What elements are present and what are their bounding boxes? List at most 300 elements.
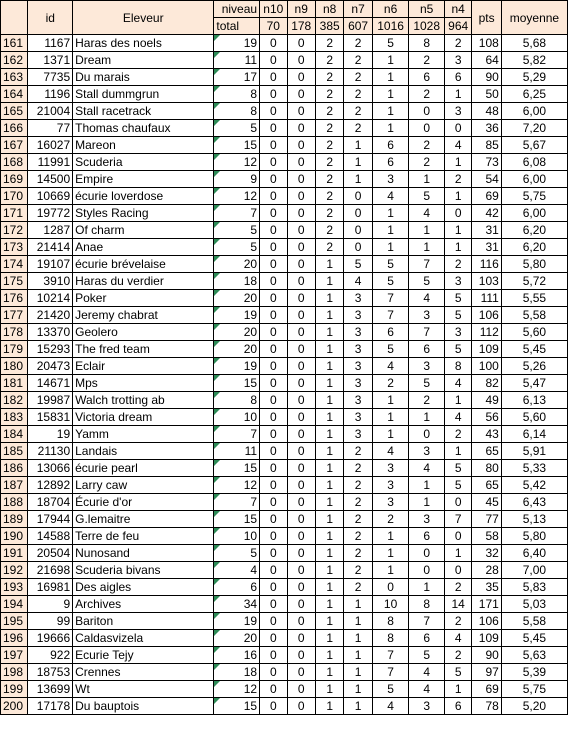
n7-cell[interactable]: 2 <box>344 511 372 528</box>
n10-cell[interactable]: 0 <box>260 239 287 256</box>
n5-cell[interactable]: 6 <box>409 341 445 358</box>
n6-header[interactable]: n6 <box>372 1 409 18</box>
n10-cell[interactable]: 0 <box>260 205 287 222</box>
niveau-cell[interactable]: 19 <box>214 307 260 324</box>
n10-cell[interactable]: 0 <box>260 579 287 596</box>
n7-cell[interactable]: 1 <box>344 647 372 664</box>
row-number-cell[interactable]: 173 <box>1 239 28 256</box>
id-cell[interactable]: 9 <box>28 596 73 613</box>
n9-cell[interactable]: 0 <box>287 103 315 120</box>
n4-cell[interactable]: 5 <box>444 290 471 307</box>
n9-cell[interactable]: 0 <box>287 511 315 528</box>
n6-cell[interactable]: 4 <box>372 358 409 375</box>
n10-cell[interactable]: 0 <box>260 324 287 341</box>
n7-cell[interactable]: 3 <box>344 392 372 409</box>
pts-cell[interactable]: 171 <box>472 596 501 613</box>
id-cell[interactable]: 20504 <box>28 545 73 562</box>
row-number-cell[interactable]: 194 <box>1 596 28 613</box>
pts-cell[interactable]: 116 <box>472 256 501 273</box>
pts-cell[interactable]: 77 <box>472 511 501 528</box>
n10-cell[interactable]: 0 <box>260 477 287 494</box>
niveau-cell[interactable]: 12 <box>214 477 260 494</box>
n10-cell[interactable]: 0 <box>260 341 287 358</box>
n7-cell[interactable]: 5 <box>344 256 372 273</box>
row-number-cell[interactable]: 169 <box>1 171 28 188</box>
id-cell[interactable]: 922 <box>28 647 73 664</box>
niveau-cell[interactable]: 15 <box>214 698 260 715</box>
niveau-cell[interactable]: 8 <box>214 392 260 409</box>
row-number-cell[interactable]: 188 <box>1 494 28 511</box>
n5-cell[interactable]: 3 <box>409 307 445 324</box>
pts-cell[interactable]: 109 <box>472 341 501 358</box>
n7-cell[interactable]: 2 <box>344 52 372 69</box>
row-number-cell[interactable]: 192 <box>1 562 28 579</box>
n9-cell[interactable]: 0 <box>287 188 315 205</box>
n9-cell[interactable]: 0 <box>287 324 315 341</box>
n6-cell[interactable]: 1 <box>372 562 409 579</box>
id-cell[interactable]: 7735 <box>28 69 73 86</box>
id-cell[interactable]: 15293 <box>28 341 73 358</box>
niveau-cell[interactable]: 5 <box>214 545 260 562</box>
n5-cell[interactable]: 5 <box>409 375 445 392</box>
moyenne-cell[interactable]: 5,68 <box>501 35 567 52</box>
n8-cell[interactable]: 1 <box>315 409 343 426</box>
row-number-cell[interactable]: 179 <box>1 341 28 358</box>
eleveur-cell[interactable]: G.lemaitre <box>73 511 214 528</box>
n5-cell[interactable]: 1 <box>409 409 445 426</box>
id-cell[interactable]: 13699 <box>28 681 73 698</box>
n6-cell[interactable]: 1 <box>372 528 409 545</box>
niveau-cell[interactable]: 15 <box>214 511 260 528</box>
moyenne-cell[interactable]: 5,60 <box>501 324 567 341</box>
n8-cell[interactable]: 1 <box>315 664 343 681</box>
id-cell[interactable]: 19107 <box>28 256 73 273</box>
eleveur-cell[interactable]: Landais <box>73 443 214 460</box>
id-cell[interactable]: 21420 <box>28 307 73 324</box>
n8-cell[interactable]: 2 <box>315 171 343 188</box>
row-number-cell[interactable]: 168 <box>1 154 28 171</box>
row-number-cell[interactable]: 176 <box>1 290 28 307</box>
row-number-cell[interactable]: 163 <box>1 69 28 86</box>
n10-cell[interactable]: 0 <box>260 664 287 681</box>
moyenne-cell[interactable]: 5,72 <box>501 273 567 290</box>
n9-cell[interactable]: 0 <box>287 154 315 171</box>
n4-cell[interactable]: 1 <box>444 154 471 171</box>
n9-cell[interactable]: 0 <box>287 52 315 69</box>
id-cell[interactable]: 21414 <box>28 239 73 256</box>
n7-cell[interactable]: 1 <box>344 630 372 647</box>
pts-cell[interactable]: 97 <box>472 664 501 681</box>
n5-cell[interactable]: 8 <box>409 35 445 52</box>
row-number-cell[interactable]: 172 <box>1 222 28 239</box>
n4-cell[interactable]: 1 <box>444 188 471 205</box>
eleveur-cell[interactable]: Empire <box>73 171 214 188</box>
niveau-cell[interactable]: 4 <box>214 562 260 579</box>
n9-cell[interactable]: 0 <box>287 358 315 375</box>
pts-cell[interactable]: 112 <box>472 324 501 341</box>
niveau-cell[interactable]: 12 <box>214 188 260 205</box>
eleveur-cell[interactable]: Geolero <box>73 324 214 341</box>
moyenne-cell[interactable]: 6,00 <box>501 205 567 222</box>
moyenne-cell[interactable]: 5,67 <box>501 137 567 154</box>
moyenne-cell[interactable]: 6,00 <box>501 171 567 188</box>
n10-cell[interactable]: 0 <box>260 681 287 698</box>
id-cell[interactable]: 14671 <box>28 375 73 392</box>
n8-cell[interactable]: 1 <box>315 511 343 528</box>
eleveur-cell[interactable]: Écurie d'or <box>73 494 214 511</box>
n6-cell[interactable]: 6 <box>372 324 409 341</box>
niveau-cell[interactable]: 34 <box>214 596 260 613</box>
id-cell[interactable]: 20473 <box>28 358 73 375</box>
niveau-cell[interactable]: 19 <box>214 613 260 630</box>
pts-cell[interactable]: 45 <box>472 494 501 511</box>
n6-cell[interactable]: 1 <box>372 86 409 103</box>
n6-cell[interactable]: 8 <box>372 613 409 630</box>
n10-cell[interactable]: 0 <box>260 154 287 171</box>
n6-cell[interactable]: 5 <box>372 341 409 358</box>
eleveur-cell[interactable]: Victoria dream <box>73 409 214 426</box>
pts-cell[interactable]: 90 <box>472 69 501 86</box>
n9-cell[interactable]: 0 <box>287 273 315 290</box>
moyenne-header[interactable]: moyenne <box>501 1 567 35</box>
n7-cell[interactable]: 2 <box>344 35 372 52</box>
n9-cell[interactable]: 0 <box>287 222 315 239</box>
n6-cell[interactable]: 1 <box>372 239 409 256</box>
n7-cell[interactable]: 2 <box>344 103 372 120</box>
n6-cell[interactable]: 1 <box>372 222 409 239</box>
niveau-cell[interactable]: 15 <box>214 460 260 477</box>
eleveur-cell[interactable]: Archives <box>73 596 214 613</box>
n10-cell[interactable]: 0 <box>260 613 287 630</box>
n7-cell[interactable]: 1 <box>344 154 372 171</box>
n10-cell[interactable]: 0 <box>260 171 287 188</box>
n4-cell[interactable]: 3 <box>444 324 471 341</box>
n8-header[interactable]: n8 <box>315 1 343 18</box>
n7-cell[interactable]: 3 <box>344 409 372 426</box>
n9-cell[interactable]: 0 <box>287 562 315 579</box>
n4-cell[interactable]: 2 <box>444 613 471 630</box>
n9-cell[interactable]: 0 <box>287 86 315 103</box>
row-number-cell[interactable]: 193 <box>1 579 28 596</box>
moyenne-cell[interactable]: 6,20 <box>501 222 567 239</box>
id-cell[interactable]: 1287 <box>28 222 73 239</box>
row-number-cell[interactable]: 175 <box>1 273 28 290</box>
id-cell[interactable]: 19666 <box>28 630 73 647</box>
row-number-cell[interactable]: 186 <box>1 460 28 477</box>
moyenne-cell[interactable]: 5,13 <box>501 511 567 528</box>
n7-cell[interactable]: 1 <box>344 681 372 698</box>
n6-cell[interactable]: 1 <box>372 52 409 69</box>
pts-cell[interactable]: 109 <box>472 630 501 647</box>
moyenne-cell[interactable]: 5,42 <box>501 477 567 494</box>
n4-cell[interactable]: 0 <box>444 205 471 222</box>
n8-cell[interactable]: 2 <box>315 69 343 86</box>
n5-cell[interactable]: 4 <box>409 460 445 477</box>
n10-cell[interactable]: 0 <box>260 562 287 579</box>
n5-cell[interactable]: 5 <box>409 647 445 664</box>
eleveur-cell[interactable]: Des aigles <box>73 579 214 596</box>
n7-cell[interactable]: 1 <box>344 171 372 188</box>
pts-cell[interactable]: 31 <box>472 239 501 256</box>
n7-cell[interactable]: 3 <box>344 290 372 307</box>
n4-cell[interactable]: 2 <box>444 647 471 664</box>
n6-cell[interactable]: 5 <box>372 256 409 273</box>
moyenne-cell[interactable]: 5,80 <box>501 528 567 545</box>
n5-cell[interactable]: 7 <box>409 613 445 630</box>
n8-cell[interactable]: 2 <box>315 86 343 103</box>
n8-cell[interactable]: 2 <box>315 103 343 120</box>
eleveur-cell[interactable]: Dream <box>73 52 214 69</box>
n4-header[interactable]: n4 <box>444 1 471 18</box>
moyenne-cell[interactable]: 6,20 <box>501 239 567 256</box>
n7-cell[interactable]: 2 <box>344 528 372 545</box>
n7-cell[interactable]: 2 <box>344 460 372 477</box>
id-cell[interactable]: 21698 <box>28 562 73 579</box>
n5-cell[interactable]: 1 <box>409 494 445 511</box>
n10-cell[interactable]: 0 <box>260 596 287 613</box>
moyenne-cell[interactable]: 5,75 <box>501 188 567 205</box>
eleveur-cell[interactable]: Walch trotting ab <box>73 392 214 409</box>
row-number-cell[interactable]: 182 <box>1 392 28 409</box>
n4-cell[interactable]: 3 <box>444 103 471 120</box>
n8-cell[interactable]: 1 <box>315 613 343 630</box>
id-cell[interactable]: 3910 <box>28 273 73 290</box>
eleveur-cell[interactable]: écurie loverdose <box>73 188 214 205</box>
n8-cell[interactable]: 1 <box>315 562 343 579</box>
n5-cell[interactable]: 3 <box>409 358 445 375</box>
n9-cell[interactable]: 0 <box>287 375 315 392</box>
eleveur-cell[interactable]: Thomas chaufaux <box>73 120 214 137</box>
id-cell[interactable]: 14500 <box>28 171 73 188</box>
n10-cell[interactable]: 0 <box>260 273 287 290</box>
n7-cell[interactable]: 1 <box>344 613 372 630</box>
moyenne-cell[interactable]: 5,20 <box>501 698 567 715</box>
row-number-cell[interactable]: 165 <box>1 103 28 120</box>
eleveur-cell[interactable]: Terre de feu <box>73 528 214 545</box>
row-number-cell[interactable]: 166 <box>1 120 28 137</box>
n9-cell[interactable]: 0 <box>287 205 315 222</box>
moyenne-cell[interactable]: 5,63 <box>501 647 567 664</box>
row-number-cell[interactable]: 171 <box>1 205 28 222</box>
row-number-cell[interactable]: 180 <box>1 358 28 375</box>
niveau-cell[interactable]: 5 <box>214 222 260 239</box>
n5-cell[interactable]: 0 <box>409 545 445 562</box>
n10-cell[interactable]: 0 <box>260 103 287 120</box>
eleveur-cell[interactable]: Of charm <box>73 222 214 239</box>
n7-cell[interactable]: 2 <box>344 562 372 579</box>
n10-cell[interactable]: 0 <box>260 494 287 511</box>
eleveur-cell[interactable]: Mps <box>73 375 214 392</box>
moyenne-cell[interactable]: 6,14 <box>501 426 567 443</box>
eleveur-cell[interactable]: Stall dummgrun <box>73 86 214 103</box>
n5-cell[interactable]: 6 <box>409 528 445 545</box>
n4-cell[interactable]: 2 <box>444 256 471 273</box>
n4-cell[interactable]: 14 <box>444 596 471 613</box>
n5-cell[interactable]: 7 <box>409 324 445 341</box>
niveau-cell[interactable]: 5 <box>214 120 260 137</box>
pts-cell[interactable]: 49 <box>472 392 501 409</box>
n6-cell[interactable]: 2 <box>372 375 409 392</box>
row-number-cell[interactable]: 199 <box>1 681 28 698</box>
moyenne-cell[interactable]: 5,58 <box>501 613 567 630</box>
n9-cell[interactable]: 0 <box>287 528 315 545</box>
n10-cell[interactable]: 0 <box>260 35 287 52</box>
id-cell[interactable]: 19772 <box>28 205 73 222</box>
pts-cell[interactable]: 35 <box>472 579 501 596</box>
n7-cell[interactable]: 3 <box>344 341 372 358</box>
niveau-cell[interactable]: 5 <box>214 239 260 256</box>
n4-cell[interactable]: 0 <box>444 528 471 545</box>
pts-cell[interactable]: 43 <box>472 426 501 443</box>
n8-cell[interactable]: 1 <box>315 307 343 324</box>
n4-cell[interactable]: 1 <box>444 545 471 562</box>
row-number-cell[interactable]: 185 <box>1 443 28 460</box>
n6-cell[interactable]: 6 <box>372 137 409 154</box>
pts-cell[interactable]: 90 <box>472 647 501 664</box>
pts-cell[interactable]: 82 <box>472 375 501 392</box>
n4-cell[interactable]: 5 <box>444 460 471 477</box>
niveau-cell[interactable]: 11 <box>214 52 260 69</box>
n5-cell[interactable]: 4 <box>409 290 445 307</box>
n7-cell[interactable]: 0 <box>344 239 372 256</box>
n10-cell[interactable]: 0 <box>260 511 287 528</box>
n9-cell[interactable]: 0 <box>287 69 315 86</box>
eleveur-cell[interactable]: Anae <box>73 239 214 256</box>
moyenne-cell[interactable]: 5,83 <box>501 579 567 596</box>
id-cell[interactable]: 19 <box>28 426 73 443</box>
n5-cell[interactable]: 3 <box>409 511 445 528</box>
n4-cell[interactable]: 2 <box>444 171 471 188</box>
n10-cell[interactable]: 0 <box>260 290 287 307</box>
n8-cell[interactable]: 1 <box>315 426 343 443</box>
id-header[interactable]: id <box>28 1 73 35</box>
niveau-cell[interactable]: 19 <box>214 35 260 52</box>
moyenne-cell[interactable]: 6,00 <box>501 103 567 120</box>
n6-cell[interactable]: 4 <box>372 698 409 715</box>
eleveur-cell[interactable]: Scuderia <box>73 154 214 171</box>
n7-cell[interactable]: 1 <box>344 137 372 154</box>
niveau-cell[interactable]: 20 <box>214 341 260 358</box>
n6-cell[interactable]: 7 <box>372 647 409 664</box>
niveau-cell[interactable]: 20 <box>214 290 260 307</box>
niveau-cell[interactable]: 19 <box>214 358 260 375</box>
id-cell[interactable]: 1196 <box>28 86 73 103</box>
pts-cell[interactable]: 85 <box>472 137 501 154</box>
n8-cell[interactable]: 1 <box>315 494 343 511</box>
pts-cell[interactable]: 42 <box>472 205 501 222</box>
n7-cell[interactable]: 3 <box>344 375 372 392</box>
pts-cell[interactable]: 111 <box>472 290 501 307</box>
row-number-cell[interactable]: 200 <box>1 698 28 715</box>
n5-cell[interactable]: 1 <box>409 477 445 494</box>
n10-cell[interactable]: 0 <box>260 545 287 562</box>
pts-cell[interactable]: 65 <box>472 443 501 460</box>
moyenne-cell[interactable]: 6,40 <box>501 545 567 562</box>
n6-cell[interactable]: 3 <box>372 477 409 494</box>
n6-cell[interactable]: 5 <box>372 35 409 52</box>
n10-cell[interactable]: 0 <box>260 460 287 477</box>
eleveur-cell[interactable]: Haras des noels <box>73 35 214 52</box>
id-cell[interactable]: 14588 <box>28 528 73 545</box>
n7-cell[interactable]: 3 <box>344 426 372 443</box>
pts-cell[interactable]: 106 <box>472 307 501 324</box>
pts-cell[interactable]: 100 <box>472 358 501 375</box>
n6-cell[interactable]: 3 <box>372 494 409 511</box>
n5-header[interactable]: n5 <box>409 1 445 18</box>
n7-cell[interactable]: 4 <box>344 273 372 290</box>
id-cell[interactable]: 15831 <box>28 409 73 426</box>
n4-cell[interactable]: 7 <box>444 511 471 528</box>
n6-cell[interactable]: 7 <box>372 664 409 681</box>
n5-cell[interactable]: 0 <box>409 562 445 579</box>
pts-cell[interactable]: 78 <box>472 698 501 715</box>
n7-cell[interactable]: 2 <box>344 86 372 103</box>
id-cell[interactable]: 16981 <box>28 579 73 596</box>
n9-cell[interactable]: 0 <box>287 460 315 477</box>
row-number-cell[interactable]: 195 <box>1 613 28 630</box>
n6-cell[interactable]: 1 <box>372 69 409 86</box>
n6-cell[interactable]: 0 <box>372 579 409 596</box>
n7-cell[interactable]: 3 <box>344 324 372 341</box>
pts-cell[interactable]: 106 <box>472 613 501 630</box>
n8-cell[interactable]: 1 <box>315 256 343 273</box>
pts-cell[interactable]: 56 <box>472 409 501 426</box>
n4-cell[interactable]: 1 <box>444 681 471 698</box>
n4-cell[interactable]: 0 <box>444 494 471 511</box>
n10-cell[interactable]: 0 <box>260 307 287 324</box>
n5-cell[interactable]: 4 <box>409 681 445 698</box>
n9-cell[interactable]: 0 <box>287 613 315 630</box>
n8-cell[interactable]: 1 <box>315 443 343 460</box>
eleveur-cell[interactable]: Poker <box>73 290 214 307</box>
n10-cell[interactable]: 0 <box>260 392 287 409</box>
n8-cell[interactable]: 2 <box>315 35 343 52</box>
n7-cell[interactable]: 1 <box>344 698 372 715</box>
moyenne-cell[interactable]: 5,80 <box>501 256 567 273</box>
n9-cell[interactable]: 0 <box>287 137 315 154</box>
n6-cell[interactable]: 3 <box>372 460 409 477</box>
n6-cell[interactable]: 8 <box>372 630 409 647</box>
n6-cell[interactable]: 4 <box>372 443 409 460</box>
pts-cell[interactable]: 65 <box>472 477 501 494</box>
n8-cell[interactable]: 1 <box>315 358 343 375</box>
n6-cell[interactable]: 7 <box>372 307 409 324</box>
n7-cell[interactable]: 0 <box>344 222 372 239</box>
n9-header[interactable]: n9 <box>287 1 315 18</box>
n8-cell[interactable]: 1 <box>315 579 343 596</box>
n8-cell[interactable]: 1 <box>315 528 343 545</box>
n7-cell[interactable]: 2 <box>344 494 372 511</box>
n6-cell[interactable]: 1 <box>372 103 409 120</box>
id-cell[interactable]: 17944 <box>28 511 73 528</box>
eleveur-cell[interactable]: Haras du verdier <box>73 273 214 290</box>
moyenne-cell[interactable]: 5,39 <box>501 664 567 681</box>
n9-cell[interactable]: 0 <box>287 426 315 443</box>
n4-cell[interactable]: 5 <box>444 664 471 681</box>
row-number-cell[interactable]: 170 <box>1 188 28 205</box>
id-cell[interactable]: 21130 <box>28 443 73 460</box>
eleveur-cell[interactable]: Yamm <box>73 426 214 443</box>
moyenne-cell[interactable]: 6,43 <box>501 494 567 511</box>
row-number-cell[interactable]: 181 <box>1 375 28 392</box>
n4-cell[interactable]: 6 <box>444 698 471 715</box>
row-number-cell[interactable]: 183 <box>1 409 28 426</box>
moyenne-cell[interactable]: 5,47 <box>501 375 567 392</box>
moyenne-cell[interactable]: 5,55 <box>501 290 567 307</box>
n9-cell[interactable]: 0 <box>287 579 315 596</box>
moyenne-cell[interactable]: 5,91 <box>501 443 567 460</box>
n10-header[interactable]: n10 <box>260 1 287 18</box>
